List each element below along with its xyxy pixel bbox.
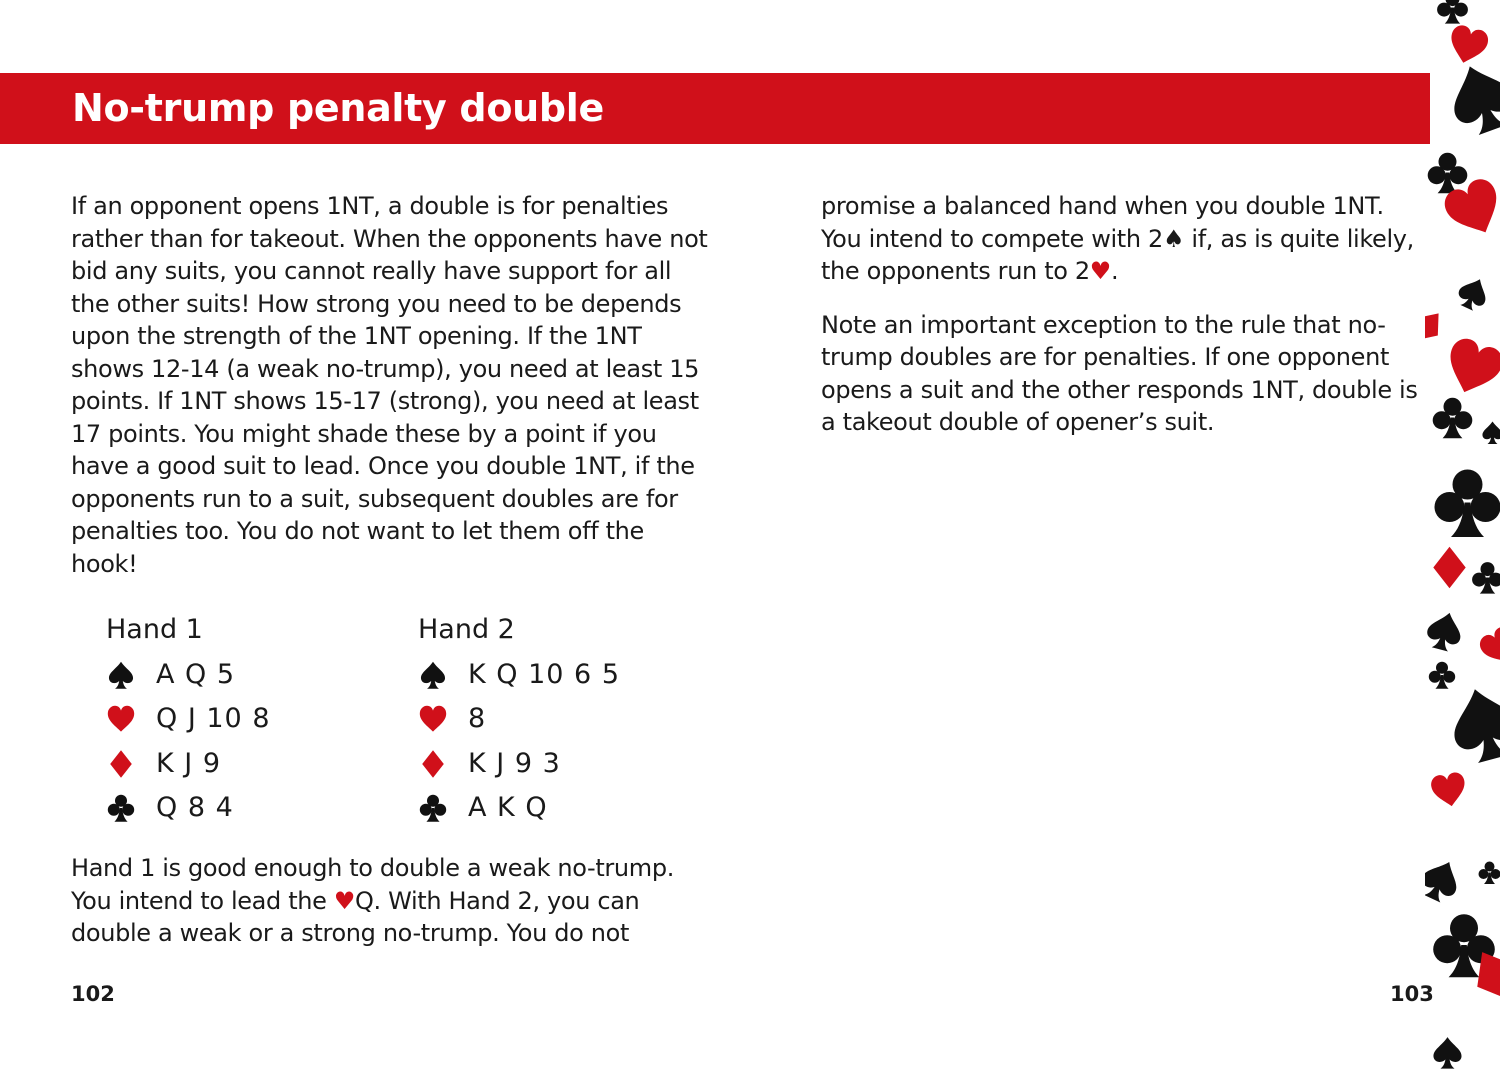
club-icon — [418, 793, 468, 823]
spades-row — [106, 653, 271, 698]
clubs-cards: Q 8 4 — [156, 792, 234, 823]
diamond-icon — [418, 749, 468, 779]
diamonds-cards: K J 9 3 — [468, 747, 561, 779]
right-column — [821, 190, 1421, 439]
spades-cards: K Q 10 6 5 — [468, 658, 621, 690]
hearts-cards: Q J 10 8 — [156, 703, 271, 734]
hand-2 — [418, 608, 620, 831]
club-icon — [106, 793, 156, 823]
heart-icon — [106, 704, 156, 734]
intro-paragraph: If an opponent opens 1NT, a double is for penalties rather than for takeout. When the opponents have not bid any suits, you cannot really have support for all the other suits! How strong you need to be depends upon the strength of the 1NT opening. If the 1NT shows 12-14 (a weak no-trump), you need at least 15 points. If 1NT shows 15-17 (strong), you need at least 17 points. You might shade these by a point if you have a good suit to lead. Once you double 1NT, if the opponents run to a suit, subsequent doubles are for penalties too. You do not want to let them off the hook! — [71, 192, 708, 578]
continued-paragraph: promise a balanced hand when you double 1NT. You intend to compete with 2♠ if, as is quite likely, the opponents run to 2♥. — [821, 192, 1414, 285]
decorative-suit-border — [1425, 0, 1500, 1069]
analysis-paragraph: Hand 1 is good enough to double a weak no-trump. You intend to lead the ♥Q. With Hand 2, you can double a weak or a strong no-trump. You do not — [71, 854, 674, 947]
spade-icon — [106, 660, 156, 690]
page-number-right: 103 — [1390, 982, 1434, 1006]
spades-row — [418, 653, 620, 698]
diamonds-row — [106, 742, 271, 787]
heart-icon — [418, 704, 468, 734]
hand-1 — [106, 608, 271, 831]
clubs-row — [418, 786, 620, 831]
page-title: No-trump penalty double — [72, 86, 604, 130]
suit-pattern-icon — [1425, 0, 1500, 1069]
hearts-row — [418, 697, 620, 742]
hand-title: Hand 2 — [418, 614, 515, 645]
hearts-row — [106, 697, 271, 742]
hand-title: Hand 1 — [106, 614, 203, 645]
diamonds-cards: K J 9 — [156, 747, 222, 779]
clubs-cards: A K Q — [468, 792, 548, 823]
heart-glyph: ♥ — [1089, 257, 1111, 285]
exception-paragraph: Note an important exception to the rule that no-trump doubles are for penalties. If one opponent opens a suit and the other responds 1NT, double is a takeout double of opener’s suit. — [821, 310, 1418, 436]
heart-glyph: ♥ — [333, 886, 355, 915]
hand-analysis — [71, 852, 711, 950]
hearts-cards: 8 — [468, 703, 487, 734]
spades-cards: A Q 5 — [156, 658, 236, 690]
title-bar — [0, 73, 1430, 144]
spade-icon — [418, 660, 468, 690]
page-number-left: 102 — [71, 982, 115, 1006]
diamond-icon — [106, 749, 156, 779]
diamonds-row — [418, 742, 620, 787]
left-column — [71, 190, 711, 580]
clubs-row — [106, 786, 271, 831]
spade-glyph: ♠ — [1162, 224, 1185, 253]
